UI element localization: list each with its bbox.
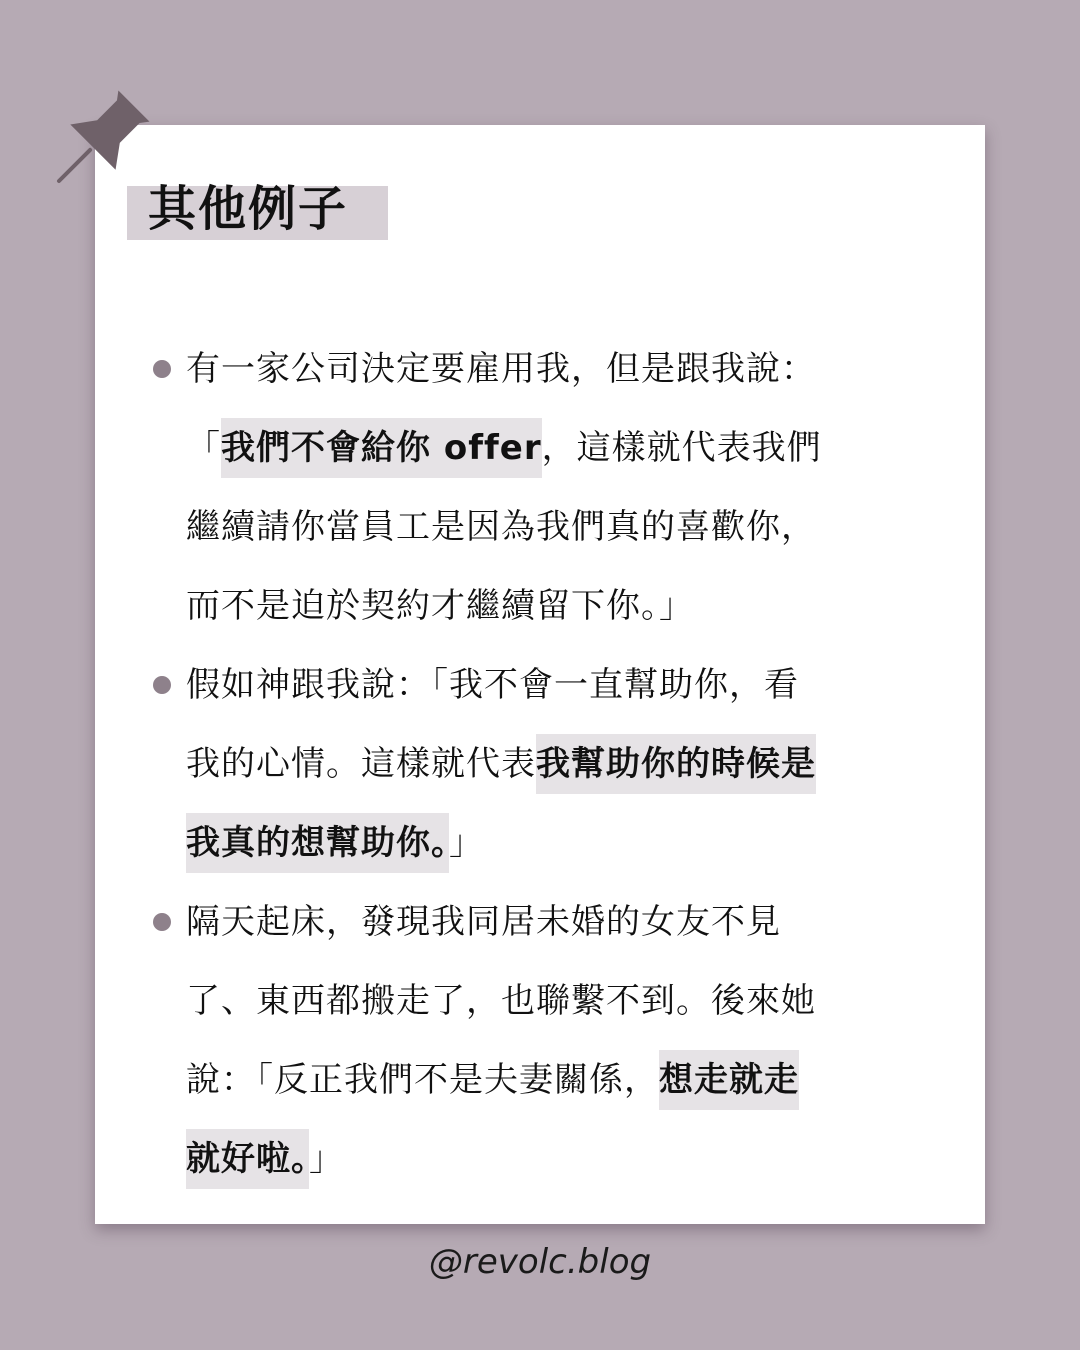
- item-2-line-1: 假如神跟我說：「我不會一直幫助你，看: [186, 665, 799, 705]
- item-1-line-1: 有一家公司決定要雇用我，但是跟我說：: [186, 349, 816, 389]
- item-3-line-2: 了、東西都搬走了，也聯繫不到。後來她: [186, 981, 816, 1021]
- item-3-line-3: 說：「反正我們不是夫妻關係，想走就走: [186, 1041, 950, 1120]
- list-item-1: [150, 330, 950, 646]
- item-1-line-2: 「我們不會給你 offer，這樣就代表我們: [186, 409, 950, 488]
- example-list: [150, 330, 950, 1199]
- item-3-line-1: 隔天起床，發現我同居未婚的女友不見: [186, 902, 781, 942]
- bullet-icon: [153, 913, 171, 931]
- item-2-line-3: 我真的想幫助你。」: [186, 804, 950, 883]
- highlighted-text: 我真的想幫助你。: [186, 813, 449, 873]
- footer-handle: @revolc.blog: [428, 1242, 652, 1282]
- highlighted-text: 我幫助你的時候是: [536, 734, 816, 794]
- item-2-line-2: 我的心情。這樣就代表我幫助你的時候是: [186, 725, 950, 804]
- item-3-line-4: 就好啦。」: [186, 1120, 950, 1199]
- pushpin-icon: [40, 80, 160, 200]
- bullet-icon: [153, 676, 171, 694]
- item-1-line-4: 而不是迫於契約才繼續留下你。」: [186, 586, 694, 626]
- highlighted-text: 想走就走: [659, 1050, 799, 1110]
- highlighted-text: 就好啦。: [186, 1129, 309, 1189]
- highlighted-text: 我們不會給你 offer: [221, 418, 542, 478]
- item-1-line-3: 繼續請你當員工是因為我們真的喜歡你，: [186, 507, 816, 547]
- list-item-2: [150, 646, 950, 883]
- page-title: 其他例子: [148, 181, 349, 237]
- bullet-icon: [153, 360, 171, 378]
- list-item-3: [150, 883, 950, 1199]
